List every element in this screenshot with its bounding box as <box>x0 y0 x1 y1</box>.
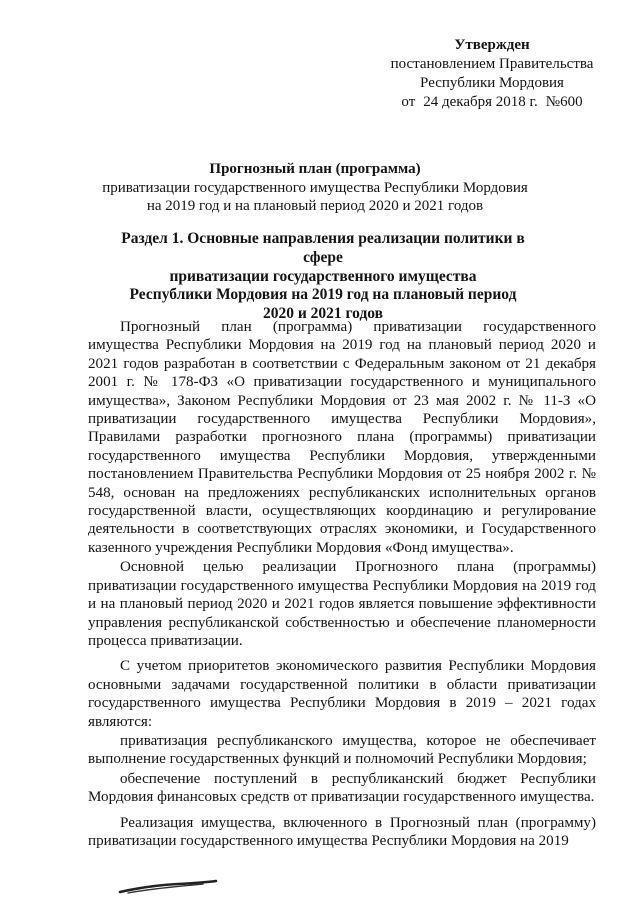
document-title-line-3: на 2019 год и на плановый период 2020 и 2021 годов <box>146 198 484 214</box>
document-title <box>80 160 550 216</box>
approval-date-prefix: от <box>401 94 416 110</box>
section-heading-line-1: Раздел 1. Основные направления реализации политики в сфере <box>121 230 525 266</box>
paragraph: Реализация имущества, включенного в Прогнозный план (программу) приватизации государственного имущества Республики Мордовия на 2019 <box>88 814 596 849</box>
approval-date-line <box>372 93 612 112</box>
document-title-line-2: приватизации государственного имущества Республики Мордовия <box>102 179 528 196</box>
body-text <box>88 318 596 850</box>
section-heading-line-2: приватизации государственного имущества <box>169 267 477 285</box>
approval-date-value: 24 декабря 2018 г. <box>423 94 538 110</box>
document-title-line-1: Прогнозный план (программа) <box>209 161 421 177</box>
approval-number: №600 <box>545 94 583 110</box>
section-heading <box>108 230 538 324</box>
paragraph: обеспечение поступлений в республиканский бюджет Республики Мордовия финансовых средств от приватизации государственного имущества. <box>88 770 596 806</box>
scan-mark <box>118 876 218 896</box>
paragraph: Основной целью реализации Прогнозного плана (программы) приватизации государственного имущества Республики Мордовия на 2019 год и на плановый период 2020 и 2021 годов является повышение эффективности управления республиканской собственностью и обеспечение планомерности процесса приватизации. <box>88 559 596 649</box>
approval-line-1: постановлением Правительства <box>390 56 594 72</box>
section-heading-line-3: Республики Мордовия на 2019 год на плановый период <box>129 286 517 304</box>
section-heading-line-4: 2020 и 2021 годов <box>262 305 384 323</box>
approval-line-2: Республики Мордовия <box>420 75 564 91</box>
approval-title: Утвержден <box>454 37 530 53</box>
paragraph: Прогнозный план (программа) приватизации государственного имущества Республики Мордовия на 2019 год на плановый период 2020 и 2021 годов разработан в соответствии с Федеральным законом от 21 декабря 2001 г. № 178-ФЗ «О приватизации государственного и муниципального имущества», Законом Республики Мордовия от 23 мая 2002 г. № 11-З «О приватизации государственного имущества Республики Мордовия», Правилами разработки прогнозного плана (программы) приватизации государственного имущества Республики Мордовия, утвержденными постановлением Правительства Республики Мордовия от 25 ноября 2002 г. № 548, основан на предложениях республиканских исполнительных органов государственной власти, осуществляющих координацию и регулирование деятельности в соответствующих отраслях экономики, и Государственного казенного учреждения Республики Мордовия «Фонд имущества». <box>88 319 596 556</box>
paragraph: приватизация республиканского имущества, которое не обеспечивает выполнение государственных функций и полномочий Республики Мордовия; <box>88 732 596 768</box>
paragraph: С учетом приоритетов экономического развития Республики Мордовия основными задачами государственной политики в области приватизации государственного имущества Республики Мордовия в 2019 – 2021 годах являются: <box>88 658 596 730</box>
approval-stamp <box>372 36 612 112</box>
